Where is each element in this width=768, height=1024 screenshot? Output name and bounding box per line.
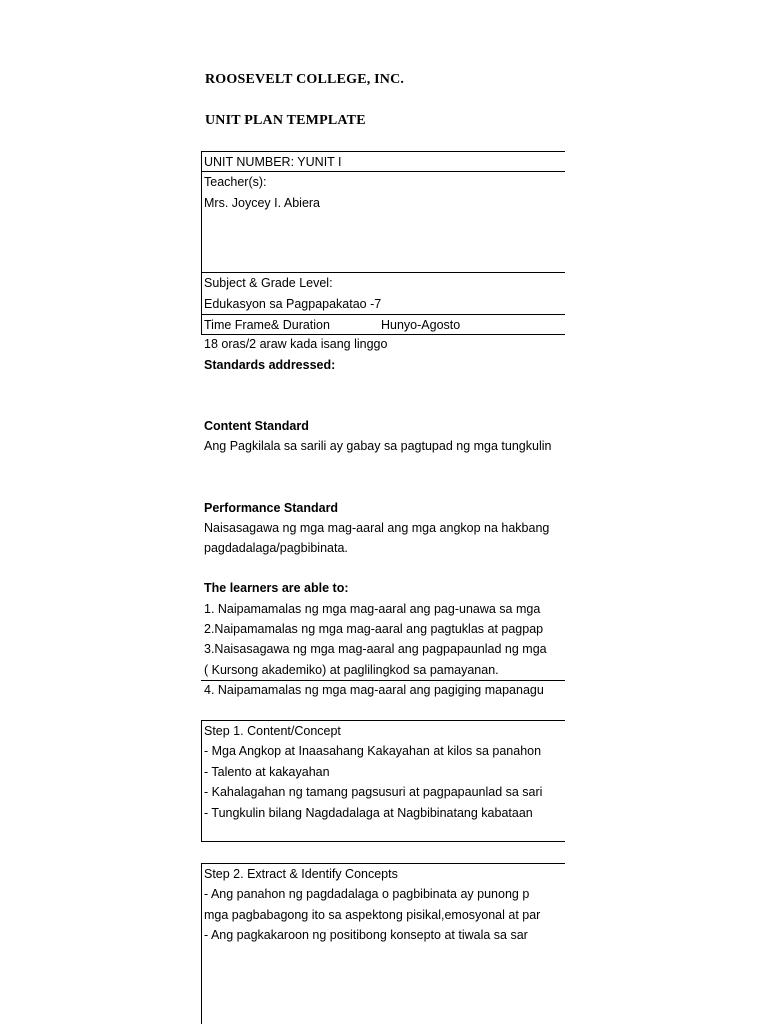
performance-standard-text: pagdadalaga/pagbibinata. (204, 541, 348, 555)
performance-standard-text: Naisasagawa ng mga mag-aaral ang mga angkop na hakbang (204, 521, 550, 535)
learner-outcome: 4. Naipamamalas ng mga mag-aaral ang pagiging mapanagu (204, 683, 544, 697)
row-divider (201, 680, 566, 681)
sheet-edge (565, 0, 566, 1024)
learners-heading: The learners are able to: (204, 581, 349, 595)
teacher-name: Mrs. Joycey I. Abiera (204, 196, 321, 210)
subject-label: Subject & Grade Level: (204, 276, 333, 290)
step1-item: - Tungkulin bilang Nagdadalaga at Nagbibinatang kabataan (204, 806, 533, 820)
step1-item: - Kahalagahan ng tamang pagsusuri at pagpapaunlad sa sari (204, 785, 543, 799)
learner-outcome: 1. Naipamamalas ng mga mag-aaral ang pag-unawa sa mga (204, 602, 541, 616)
standards-heading: Standards addressed: (204, 358, 336, 372)
step2-item: - Ang panahon ng pagdadalaga o pagbibinata ay punong p (204, 887, 530, 901)
step2-item: mga pagbabagong ito sa aspektong pisikal,emosyonal at par (204, 908, 541, 922)
row-divider (201, 171, 566, 172)
learner-outcome: 2.Naipamamalas ng mga mag-aaral ang pagtuklas at pagpap (204, 622, 544, 636)
step1-item: - Mga Angkop at Inaasahang Kakayahan at kilos sa panahon (204, 744, 542, 758)
content-standard-text: Ang Pagkilala sa sarili ay gabay sa pagtupad ng mga tungkulin (204, 439, 552, 453)
learner-outcome: ( Kursong akademiko) at paglilingkod sa pamayanan. (204, 663, 499, 677)
step1-title: Step 1. Content/Concept (204, 724, 341, 738)
content-standard-heading: Content Standard (204, 419, 309, 433)
step2-item: - Ang pagkakaroon ng positibong konsepto at tiwala sa sar (204, 928, 528, 942)
learner-outcome: 3.Naisasagawa ng mga mag-aaral ang pagpapaunlad ng mga (204, 642, 547, 656)
unit-number: UNIT NUMBER: YUNIT I (204, 155, 342, 169)
hours-text: 18 oras/2 araw kada isang linggo (204, 337, 388, 351)
row-divider (201, 272, 566, 273)
step2-title: Step 2. Extract & Identify Concepts (204, 867, 398, 881)
performance-standard-heading: Performance Standard (204, 501, 339, 515)
row-divider (201, 314, 566, 315)
time-frame-label: Time Frame& Duration (204, 318, 330, 332)
teacher-label: Teacher(s): (204, 175, 267, 189)
college-name: ROOSEVELT COLLEGE, INC. (205, 72, 405, 87)
time-frame-value: Hunyo-Agosto (381, 318, 461, 332)
template-title: UNIT PLAN TEMPLATE (205, 113, 366, 128)
subject-value: Edukasyon sa Pagpapakatao -7 (204, 297, 382, 311)
step1-item: - Talento at kakayahan (204, 765, 330, 779)
